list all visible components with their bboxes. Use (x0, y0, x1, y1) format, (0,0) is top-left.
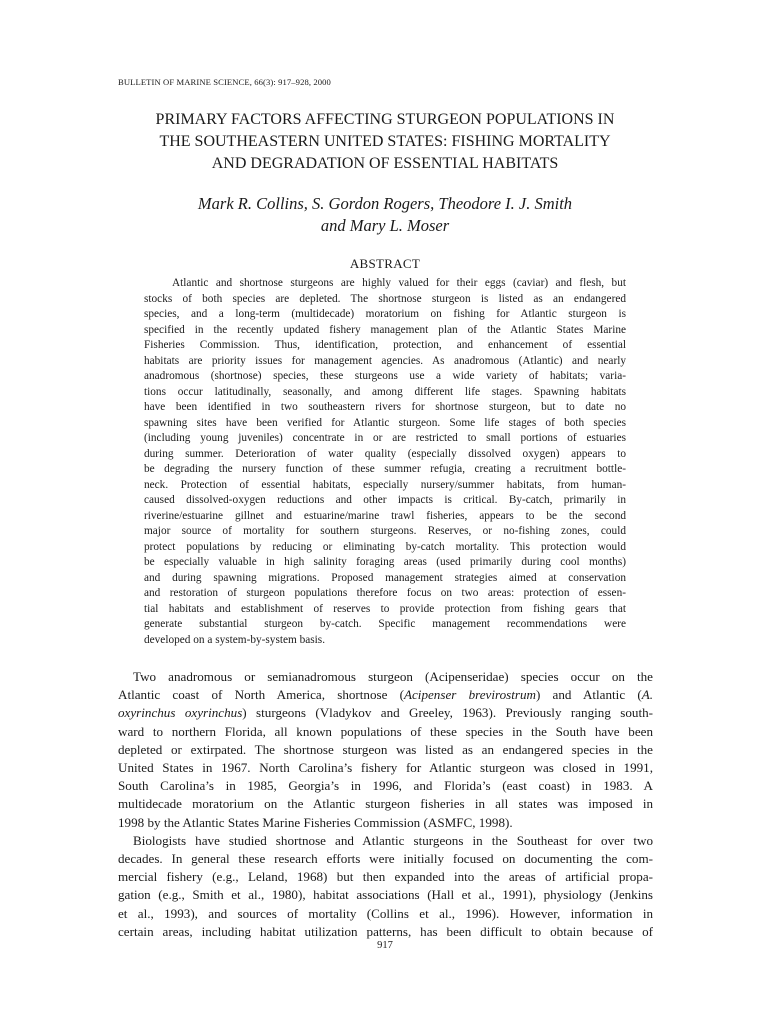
body-line: Biologists have studied shortnose and Atlantic sturgeons in the Southeast for over two (133, 832, 653, 848)
body-line: multidecade moratorium on the Atlantic sturgeon fisheries in all states was imposed in (118, 796, 653, 812)
abstract-line: tial habitats and establishment of reserves to provide protection from fishing gears that (144, 602, 626, 615)
abstract-line: and during spawning migrations. Proposed management strategies aimed at conservation (144, 571, 626, 584)
abstract-heading: ABSTRACT (349, 256, 421, 271)
running-head: BULLETIN OF MARINE SCIENCE, 66(3): 917–928, 2000 (118, 77, 331, 87)
abstract-line: Atlantic and shortnose sturgeons are highly valued for their eggs (caviar) and flesh, but (172, 277, 626, 289)
abstract-line: be especially valuable in high salinity foraging areas (used primarily during cool months) (144, 556, 626, 568)
body-line: depleted or extirpated. The shortnose sturgeon was listed as an endangered species in the (118, 741, 653, 757)
abstract-line: habitats are priority issues for management agencies. As anadromous (Atlantic) and nearly (144, 354, 626, 367)
species-name: oxyrinchus oxyrinchus (118, 705, 243, 721)
abstract-line: major source of mortality for southern sturgeons. Reserves, or no-fishing zones, could (144, 525, 626, 537)
abstract-line: neck. Protection of essential habitats, especially nursery/summer habitats, from human- (144, 478, 626, 491)
body-line: South Carolina’s in 1985, Georgia’s in 1996, and Florida’s (east coast) in 1983. A (118, 778, 653, 794)
author-list (100, 193, 670, 237)
body-line: et al., 1993), and sources of mortality (Collins et al., 1996). However, information in (118, 905, 653, 921)
abstract-line: developed on a system-by-system basis. (144, 633, 326, 646)
body-line: certain areas, including habitat utilization patterns, has been difficult to obtain because of (118, 923, 653, 939)
body-line (118, 704, 653, 722)
body-text (118, 668, 653, 941)
body-text-segment: ) and Atlantic ( (535, 687, 642, 703)
species-name: A. (641, 687, 653, 703)
abstract-line: during summer. Deterioration of water quality (especially dissolved oxygen) appears to (144, 447, 626, 460)
abstract-line: spawning sites have been verified for Atlantic sturgeon. Some life stages of both species (144, 416, 626, 429)
body-line: gation (e.g., Smith et al., 1980), habitat associations (Hall et al., 1991), physiology (Jenkins (118, 887, 653, 903)
body-line: decades. In general these research efforts were initially focused on documenting the com- (118, 851, 653, 867)
abstract-line: anadromous (shortnose) species, these sturgeons use a wide variety of habitats; varia- (144, 370, 626, 382)
body-line: Two anadromous or semianadromous sturgeon (Acipenseridae) species occur on the (133, 669, 653, 684)
body-text-segment: ) sturgeons (Vladykov and Greeley, 1963). Previously ranging south- (242, 705, 653, 721)
title-line: THE SOUTHEASTERN UNITED STATES: FISHING MORTALITY (159, 133, 611, 150)
abstract-line: generate substantial sturgeon by-catch. Specific management recommendations were (144, 618, 626, 630)
body-line (118, 686, 653, 704)
body-text-segment: Atlantic coast of North America, shortnose ( (118, 687, 404, 703)
author-line: and Mary L. Moser (320, 216, 450, 235)
abstract-text (144, 276, 626, 648)
abstract-line: and restoration of sturgeon populations therefore focus on two areas: protection of essen- (144, 587, 626, 599)
abstract-line: be degrading the nursery function of these summer refugia, creating a recruitment bottle- (144, 463, 626, 475)
abstract-line: caused dissolved-oxygen reductions and other impacts is critical. By-catch, primarily in (144, 494, 626, 506)
abstract-line: Fisheries Commission. Thus, identification, protection, and enhancement of essential (144, 339, 626, 351)
body-line: ward to northern Florida, all known populations of these species in the South have been (118, 723, 653, 739)
abstract-line: tions occur latitudinally, seasonally, and among different life stages. Spawning habitats (144, 385, 626, 398)
abstract-line: specified in the recently updated fishery management plan of the Atlantic States Marine (144, 323, 626, 336)
page-number: 917 (377, 940, 393, 951)
abstract-line: protect populations by reducing or eliminating by-catch mortality. This protection would (144, 540, 626, 553)
species-name: Acipenser brevirostrum (404, 687, 536, 703)
abstract-line: stocks of both species are depleted. The shortnose sturgeon is listed as an endangered (144, 292, 626, 305)
abstract-line: (including young juveniles) concentrate in or are restricted to small portions of estuaries (144, 432, 626, 444)
paper-title (100, 109, 670, 175)
abstract-line: riverine/estuarine gillnet and estuarine/marine trawl fisheries, appears to be the second (144, 509, 626, 522)
author-line: Mark R. Collins, S. Gordon Rogers, Theodore I. J. Smith (197, 194, 573, 213)
title-line: PRIMARY FACTORS AFFECTING STURGEON POPULATIONS IN (155, 111, 615, 128)
abstract-line: species, and a long-term (multidecade) moratorium on fishing for Atlantic sturgeon is (144, 308, 626, 320)
title-line: AND DEGRADATION OF ESSENTIAL HABITATS (211, 155, 559, 172)
body-line: mercial fishery (e.g., Leland, 1968) but then expanded into the areas of artificial propa- (118, 869, 653, 885)
body-line: United States in 1967. North Carolina’s fishery for Atlantic sturgeon was closed in 1991, (118, 760, 653, 776)
body-line: 1998 by the Atlantic States Marine Fisheries Commission (ASMFC, 1998). (118, 814, 513, 830)
abstract-line: have been identified in two southeastern rivers for shortnose sturgeon, but to date no (144, 401, 626, 413)
